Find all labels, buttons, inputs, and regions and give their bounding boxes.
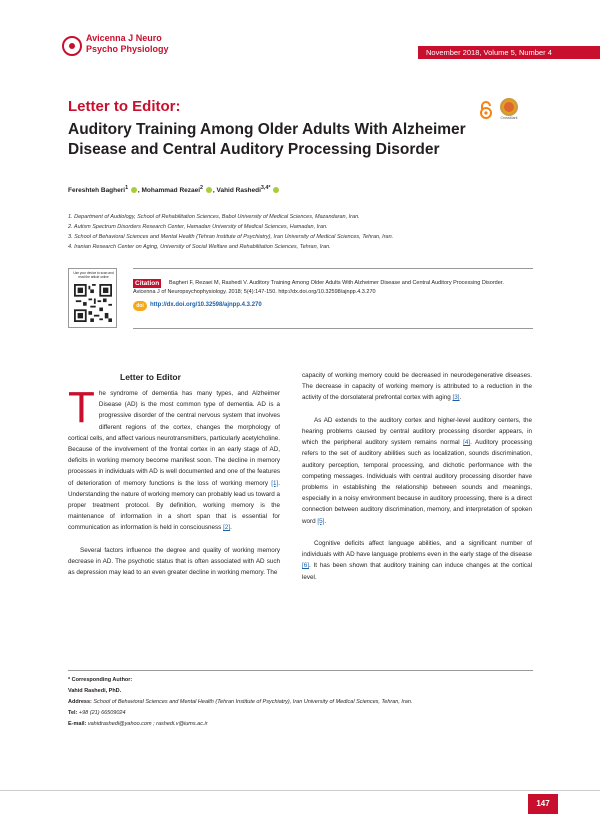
- paragraph-text: . Auditory processing refers to the set of auditory abilities such as localization, sounds discrimination, auditory perception, temporal processing, and dichotic performance with the competing messages. Individuals with central auditory processing disorder have problems in establishing the relationship between sounds and meanings, especially in a noisy environment because in auditory processing, there is a direct connection between auditory discrimination, memory, and interpretation of spoken word: [302, 439, 533, 525]
- qr-code-icon[interactable]: [74, 284, 112, 322]
- paragraph-text: Cognitive deficits affect language abilities, and a significant number of individuals with AD have language problems even in the early stage of the disease: [302, 540, 532, 559]
- author-list: [68, 185, 280, 194]
- paragraph-text: As AD extends to the auditory cortex and higher-level auditory centers, the hearing problems caused by central auditory processing disorder appears, in which the peripheral auditory system remains normal: [302, 416, 532, 447]
- doi-link[interactable]: http://dx.doi.org/10.32598/ajnpp.4.3.270: [150, 302, 262, 308]
- journal-name-line1: Avicenna J Neuro: [86, 33, 162, 43]
- orcid-icon[interactable]: [206, 187, 212, 193]
- paragraph-text: he syndrome of dementia has many types, and Alzheimer Disease (AD) is the most common type of dementia. AD is a progressive disorder of the central nervous system that involves different regions of the cortex, changes the morphology of cortical cells, and affect various neurotransmitters, particularly acetylcholine. Because of the involvement of the frontal cortex in an early stage of AD, deficits in working memory become manifest soon. The decline in memory processes in individuals with AD is well documented and one of the features of deterioration of memory functions is the loss of working memory: [68, 390, 280, 487]
- open-access-icon: [479, 101, 493, 119]
- author-2-sup: 2: [200, 185, 204, 191]
- paragraph-text: capacity of working memory could be decreased in neurodegenerative diseases. The decrease in capacity of working memory is attributed to a reduction in the activity of the dorsolateral prefrontal cortex with aging: [302, 372, 532, 402]
- affiliation-2: 2. Autism Spectrum Disorders Research Center, Hamadan University of Medical Sciences, Hamadan, Iran.: [68, 224, 328, 230]
- paragraph: [302, 415, 532, 527]
- corresponding-name: Vahid Rashedi, PhD.: [68, 688, 122, 694]
- affiliation-1: 1. Department of Audiology, School of Rehabilitation Sciences, Babol University of Medical Sciences, Mazandaran, Iran.: [68, 214, 360, 220]
- paragraph-text: .: [459, 394, 462, 402]
- paragraph: [302, 370, 532, 404]
- article-title: Auditory Training Among Older Adults With Alzheimer Disease and Central Auditory Processing Disorder: [68, 121, 466, 158]
- affiliations: [68, 212, 393, 252]
- reference-link[interactable]: [2]: [223, 524, 231, 532]
- dropcap: T: [68, 383, 95, 432]
- section-heading: Letter to Editor: [120, 372, 181, 382]
- journal-logo-icon: [62, 36, 82, 56]
- citation-text: Bagheri F, Rezaei M, Rashedi V. Auditory Training Among Older Adults With Alzheimer Disease and Central Auditory Processing Disorder. Avicenna J of Neuropsychophysiology. 2018; 5(4):147-150. http://dx.doi.org/10.32598/ajnpp.4.3.270: [133, 280, 504, 295]
- reference-link[interactable]: [6]: [302, 562, 310, 570]
- corresponding-author: [68, 675, 533, 730]
- address-value: School of Behavioral Sciences and Mental Health (Tehran Institute of Psychiatry), Iran University of Medical Sciences, Tehran, Iran.: [91, 699, 413, 705]
- body-column-left: [68, 383, 280, 590]
- orcid-icon[interactable]: [131, 187, 137, 193]
- journal-name-line2: Psycho Physiology: [86, 44, 169, 54]
- paragraph-text: .: [324, 517, 327, 525]
- corresponding-head: * Corresponding Author:: [68, 677, 133, 683]
- citation-label: Citation: [135, 280, 160, 287]
- paragraph-text: Several factors influence the degree and quality of working memory decrease in AD. The psychotic status that is often associated with AD such as depression may lead to an even greater decline in working memory. The: [68, 546, 280, 577]
- reference-link[interactable]: [4]: [463, 439, 471, 447]
- paragraph: [68, 545, 280, 579]
- paragraph: [302, 538, 532, 583]
- paragraph-text: . Understanding the nature of working memory can probably lead us toward a proper treatment protocol. By definition, working memory is the maintenance of information in a short span that is essential for communication as information is held in consciousness: [68, 479, 280, 532]
- journal-name: [86, 33, 169, 55]
- footer-rule: [0, 790, 600, 791]
- citation-rule: [133, 328, 533, 329]
- crossmark-icon[interactable]: [498, 98, 520, 122]
- reference-link[interactable]: [5]: [317, 517, 325, 525]
- reference-link[interactable]: [1]: [271, 479, 279, 487]
- author-2: , Mohammad Rezaei: [137, 187, 201, 195]
- author-3: , Vahid Rashedi: [212, 187, 261, 195]
- body-column-right: [302, 370, 532, 594]
- corresponding-rule: [68, 670, 533, 671]
- scan-label: Use your device to scan and read the article online: [73, 271, 114, 279]
- author-1-sup: 1: [125, 185, 129, 191]
- paragraph: [68, 383, 280, 534]
- address-label: Address:: [68, 699, 92, 705]
- scan-box: [68, 268, 117, 328]
- tel-value: +98 (21) 66509024: [77, 710, 126, 716]
- paragraph-text: .: [230, 524, 232, 532]
- reference-link[interactable]: [3]: [452, 394, 460, 402]
- email-label: E-mail:: [68, 721, 87, 727]
- orcid-icon[interactable]: [273, 187, 279, 193]
- page-number: 147: [528, 794, 558, 814]
- author-1: Fereshteh Bagheri: [68, 187, 126, 195]
- crossmark-label: CrossMark: [500, 116, 518, 120]
- issue-info: November 2018, Volume 5, Number 4: [426, 48, 552, 57]
- email-value[interactable]: vahidrashedi@yahoo.com ; rashedi.v@iums.ac.ir: [86, 721, 208, 727]
- affiliation-4: 4. Iranian Research Center on Aging, University of Social Welfare and Rehabilitation Sciences, Tehran, Iran.: [68, 244, 331, 250]
- doi-icon: doi: [133, 301, 147, 311]
- affiliation-3: 3. School of Behavioral Sciences and Mental Health (Tehran Institute of Psychiatry), Iran University of Medical Sciences, Tehran, Iran.: [68, 234, 394, 240]
- tel-label: Tel:: [68, 710, 78, 716]
- citation-rule: [133, 268, 533, 269]
- paragraph-text: . It has been shown that auditory training can induce changes at the cortical level.: [302, 562, 532, 581]
- author-3-sup: 3,4*: [260, 185, 271, 191]
- article-type: Letter to Editor:: [68, 98, 181, 115]
